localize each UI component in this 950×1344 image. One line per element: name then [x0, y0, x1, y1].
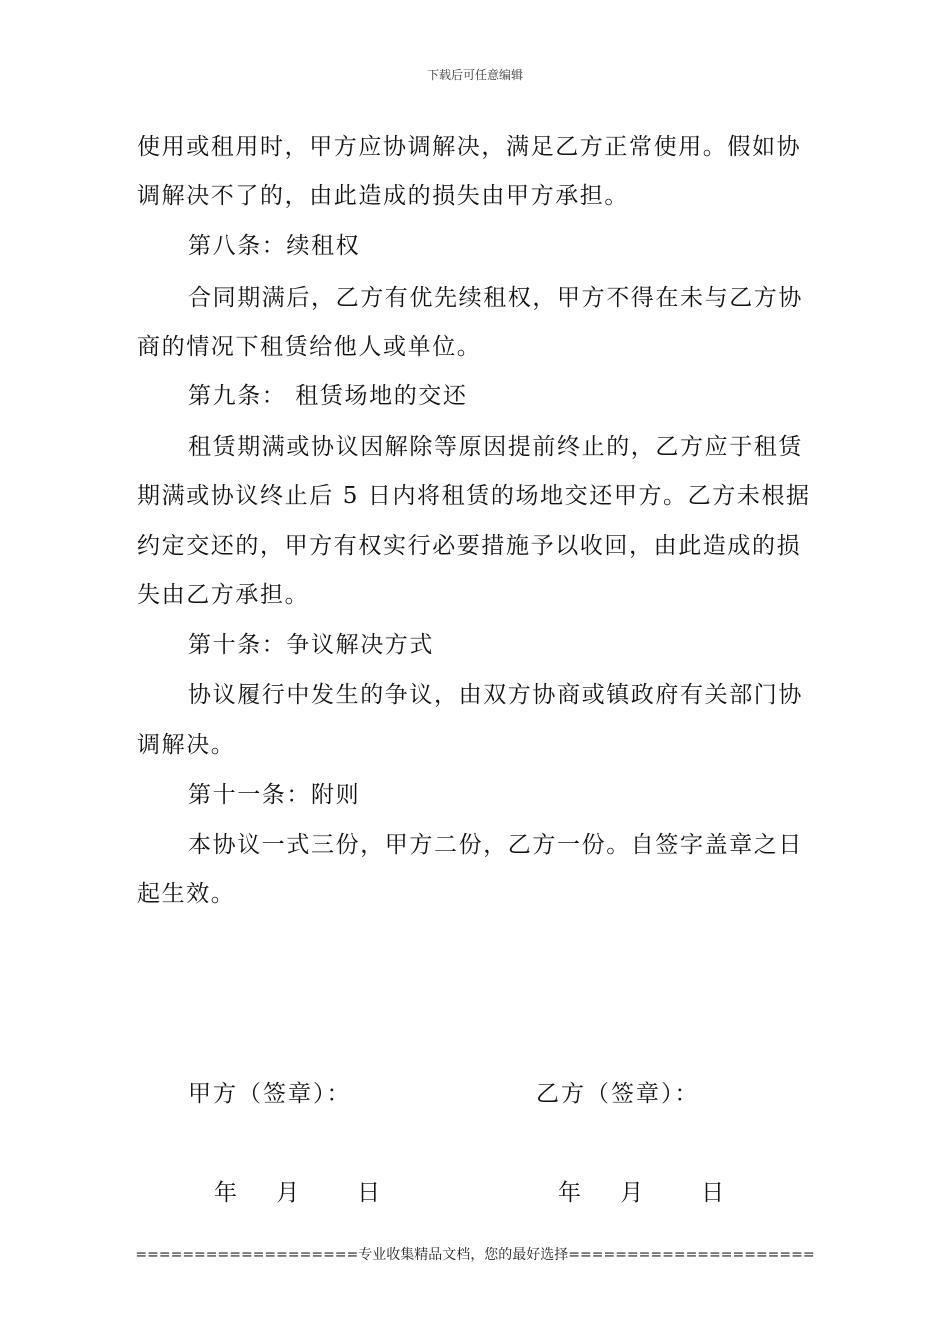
header-note: 下载后可任意编辑 — [426, 68, 523, 82]
article-10-heading: 第十条：争议解决方式 — [188, 632, 434, 658]
text-line: 起生效。 — [137, 881, 236, 907]
text-line: 调解决不了的，由此造成的损失由甲方承担。 — [137, 183, 629, 209]
article-8-heading: 第八条：续租权 — [188, 233, 361, 259]
text-line: 约定交还的，甲方有权实行必要措施予以收回，由此造成的损 — [137, 533, 802, 559]
text-line: 商的情况下租赁给他人或单位。 — [137, 334, 482, 360]
article-9-heading: 第九条： 租赁场地的交还 — [188, 383, 468, 409]
party-b-signature-label: 乙方（签章）： — [536, 1081, 700, 1107]
party-a-date: 年 月 日 — [214, 1180, 383, 1206]
text-line: 调解决。 — [137, 732, 236, 758]
footer-note: ===================专业收集精品文档，您的最好选择===================== — [135, 1247, 815, 1263]
party-a-signature-label: 甲方（签章）： — [188, 1081, 352, 1107]
text-line: 租赁期满或协议因解除等原因提前终止的，乙方应于租赁 — [188, 434, 803, 460]
text-line: 协议履行中发生的争议，由双方协商或镇政府有关部门协 — [188, 682, 803, 708]
article-11-heading: 第十一条：附则 — [188, 782, 361, 808]
text-line: 合同期满后，乙方有优先续租权，甲方不得在未与乙方协 — [188, 285, 803, 311]
text-line: 本协议一式三份，甲方二份，乙方一份。自签字盖章之日 — [188, 832, 803, 858]
text-line: 期满或协议终止后 5 日内将租赁的场地交还甲方。乙方未根据 — [137, 483, 811, 509]
text-line: 失由乙方承担。 — [137, 582, 310, 608]
party-b-date: 年 月 日 — [558, 1180, 727, 1206]
text-line: 使用或租用时，甲方应协调解决，满足乙方正常使用。假如协 — [137, 134, 802, 160]
